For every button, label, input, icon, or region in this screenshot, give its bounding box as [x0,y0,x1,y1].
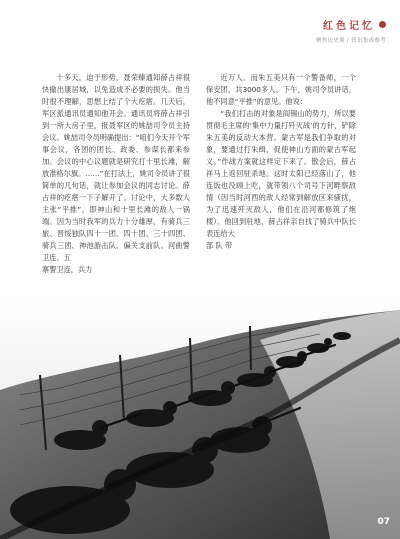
section-title-text: 红色记忆 [323,21,375,32]
section-subtitle: 聚焦历史观 / 资讯集成参考 [315,38,386,44]
paragraph: 近万人。而朱五美只有一个警备师，一个保安团，共3000多人。下午，姚司令员讲话，他不同意“平推”的意见。他说： [206,73,356,106]
paragraph: 寨警卫连，兵力 [42,265,93,274]
text-column-right [206,72,356,252]
page-number: 07 [377,517,390,527]
historical-photo [0,300,400,539]
section-mark-icon [379,21,386,28]
section-title [323,17,386,32]
paragraph: 十多天。迫于形势，聂荣臻通知薛占祥很快撤出康居城，以免造成不必要的损失。他当时很不理解，思想上结了个大疙瘩。几天后，军区派通讯员通知他开会。通讯员将薛占祥引到一所大房子里，报聂军区的姚喆司令员主持会议。姚喆司令员明确提出：“咱们今天开个军事会议，各团的团长、政委、参谋长都来参加。会议的中心议题就是研究打十里长滩，解放准格尔旗。……”在打法上，姚司令员讲了很简单的几句话，就让参加会议的同志讨论。薛占祥的疙瘩一下子解开了。讨论中，大多数人主张“平推”，即神山和十里长滩的敌人一锅端。因为当时我军的兵力十分雄厚，有骑兵三旅、晋绥独队四十一团、四十团、三十四团、骑兵三团、神池游击队、偏关支前队、河曲警卫连、五 [42,73,190,262]
paragraph: 部 队 带 [206,241,233,250]
paragraph: “我们打击的对象是阎锡山的势力，所以要贯彻毛主席的‘集中力量打歼灭战’的方针，铲除朱五美的反动大本营。蒙古军是我们争取的对象，要通过打朱缉，促使神山方面的蒙古军起义。”作战方案就这样定下来了。散会后，薛占祥马上返回驻杀地。这时太阳已经落山了，他连饭也没顾上吃，就带领八个司号下河畔察敌情（因当时河西的敌人经常到解放区来骚扰，为了迅速歼灭敌人，他们在沿河都修筑了炮楼）。他回到驻地，薛占祥亲自找了骑兵中队长表连给大 [206,109,356,238]
section-header [316,14,386,44]
soldiers-trench-photo [0,300,400,539]
text-column-left [42,72,190,276]
